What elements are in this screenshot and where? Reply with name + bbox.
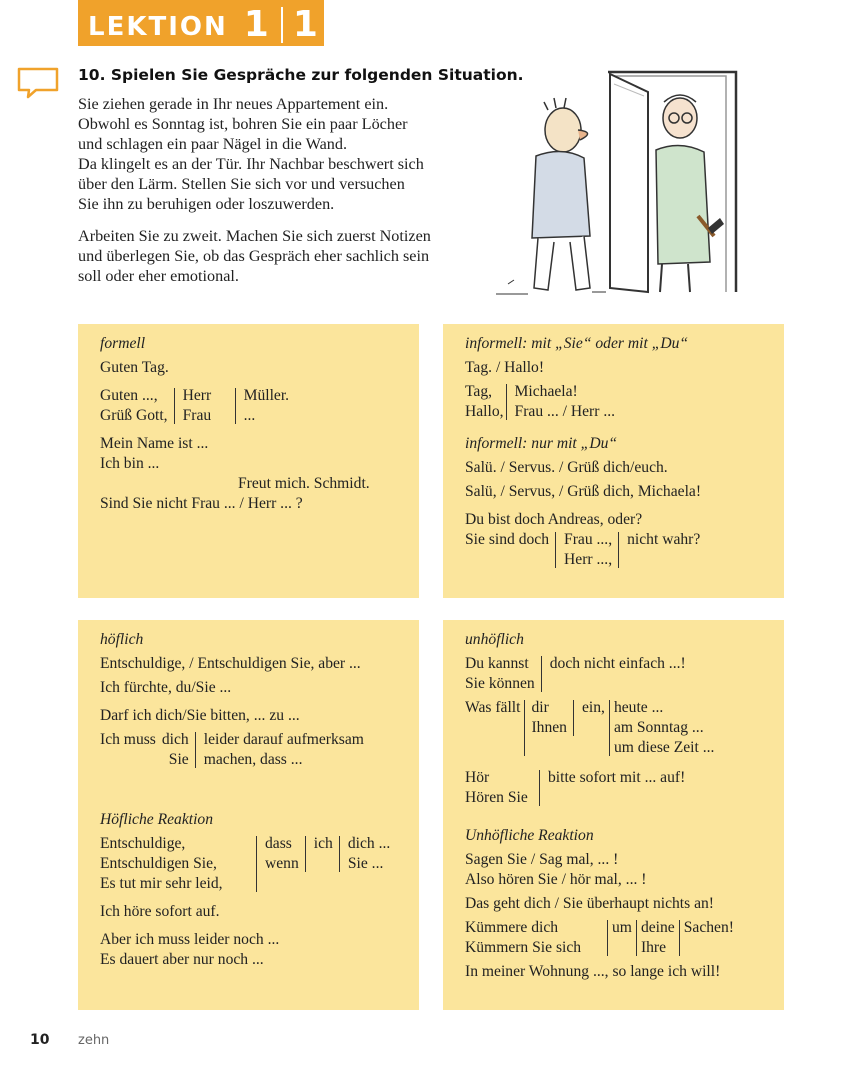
page-number-word: zehn <box>78 1033 110 1048</box>
option-divider <box>256 836 257 892</box>
phrase-part: Was fällt <box>465 699 521 716</box>
phrase-part: deine <box>640 919 675 936</box>
phrase-part: am Sonntag ... <box>613 719 704 736</box>
phrase-part: Du kannst <box>465 655 529 672</box>
phrase: Du bist doch Andreas, oder? <box>465 511 643 528</box>
phrase-part: ich <box>313 835 333 852</box>
box-subtitle: informell: nur mit „Du“ <box>465 435 618 452</box>
box-title: informell: mit „Sie“ oder mit „Du“ <box>465 335 689 352</box>
lektion-header <box>78 0 324 46</box>
option-divider <box>555 532 556 568</box>
phrase-part: Sie können <box>465 675 535 692</box>
lektion-divider <box>281 7 283 43</box>
box-hoeflich <box>78 620 419 1010</box>
option-divider <box>679 920 680 956</box>
phrase-group <box>100 386 419 426</box>
phrase-part: Ich muss <box>100 731 156 748</box>
phrase-part: Sachen! <box>683 919 734 936</box>
phrase-group <box>465 382 784 422</box>
text-line: und überlegen Sie, ob das Gespräch eher sachlich sein <box>78 247 430 265</box>
phrase-part: Frau ..., <box>564 531 613 548</box>
box-formell <box>78 324 419 598</box>
phrase-part: dass <box>265 835 292 852</box>
phrase-part: Kümmere dich <box>465 919 559 936</box>
phrase-part: ... <box>243 407 256 424</box>
phrase-group <box>465 918 784 958</box>
phrase: Aber ich muss leider noch ... <box>100 931 280 948</box>
phrase: Freut mich. Schmidt. <box>238 475 370 492</box>
option-divider <box>607 920 608 956</box>
phrase: Ich fürchte, du/Sie ... <box>100 679 232 696</box>
text-line: und schlagen ein paar Nägel in die Wand. <box>78 135 347 153</box>
lektion-number-right: 1 <box>292 4 318 45</box>
phrase-group <box>100 730 419 770</box>
option-divider <box>195 732 196 768</box>
phrase-part: wenn <box>265 855 299 872</box>
phrase-part: Sie <box>168 751 189 768</box>
option-divider <box>609 700 610 756</box>
text-line: Sie ziehen gerade in Ihr neues Appartement ein. <box>78 95 389 113</box>
phrase-group <box>465 654 784 694</box>
phrase: Also hören Sie / hör mal, ... ! <box>465 871 647 888</box>
option-divider <box>618 532 619 568</box>
task-text <box>78 94 478 298</box>
phrase-part: bitte sofort mit ... auf! <box>548 769 686 786</box>
phrase-part: dich ... <box>347 835 391 852</box>
option-divider <box>339 836 340 872</box>
phrase: Entschuldige, / Entschuldigen Sie, aber ... <box>100 655 361 672</box>
option-divider <box>573 700 574 736</box>
phrase-part: machen, dass ... <box>203 751 303 768</box>
text-line: Arbeiten Sie zu zweit. Machen Sie sich zuerst Notizen <box>78 227 431 245</box>
phrase-part: Ihre <box>640 939 667 956</box>
box-title: unhöflich <box>465 631 524 648</box>
phrase-part: Hör <box>465 769 490 786</box>
phrase-part: Es tut mir sehr leid, <box>100 875 223 892</box>
lektion-number-left: 1 <box>243 4 269 45</box>
phrase-part: Hören Sie <box>465 789 528 806</box>
option-divider <box>524 700 525 756</box>
phrase-part: dir <box>531 699 549 716</box>
phrase: Sind Sie nicht Frau ... / Herr ... ? <box>100 495 303 512</box>
phrase-part: ein, <box>581 699 605 716</box>
option-divider <box>305 836 306 872</box>
phrase-part: heute ... <box>613 699 664 716</box>
phrase-part: Ihnen <box>531 719 567 736</box>
box-unhoeflich <box>443 620 784 1010</box>
phrase-part: Herr <box>182 387 212 404</box>
phrase: In meiner Wohnung ..., so lange ich will! <box>465 963 721 980</box>
box-informell <box>443 324 784 598</box>
phrase: Salü. / Servus. / Grüß dich/euch. <box>465 459 668 476</box>
box-subtitle: Höfliche Reaktion <box>100 811 214 828</box>
phrase-part: Sie sind doch <box>465 531 550 548</box>
phrase: Es dauert aber nur noch ... <box>100 951 264 968</box>
phrase-part: dich <box>161 731 189 748</box>
phrase-part: Frau ... / Herr ... <box>514 403 616 420</box>
phrase: Mein Name ist ... <box>100 435 209 452</box>
box-subtitle: Unhöfliche Reaktion <box>465 827 594 844</box>
phrase-part: Sie ... <box>347 855 384 872</box>
text-line: Sie ihn zu beruhigen oder loszuwerden. <box>78 195 335 213</box>
phrase-part: um <box>612 919 632 936</box>
phrase-part: Frau <box>182 407 212 424</box>
neighbor-cartoon-illustration <box>488 66 758 302</box>
phrase-part: um diese Zeit ... <box>613 739 715 756</box>
option-divider <box>174 388 175 424</box>
phrase: Guten Tag. <box>100 359 169 376</box>
speech-bubble-icon <box>16 66 60 100</box>
phrase-part: Entschuldigen Sie, <box>100 855 217 872</box>
phrase-part: Entschuldige, <box>100 835 186 852</box>
phrase-group <box>100 834 419 894</box>
phrase-part: Kümmern Sie sich <box>465 939 582 956</box>
phrase-part: leider darauf aufmerksam <box>203 731 364 748</box>
option-divider <box>235 388 236 424</box>
phrase-part: Grüß Gott, <box>100 407 168 424</box>
phrase-part: Herr ..., <box>564 551 613 568</box>
task-title: 10. Spielen Sie Gespräche zur folgenden Situation. <box>78 66 524 84</box>
phrase: Tag. / Hallo! <box>465 359 545 376</box>
phrase-group <box>465 768 784 808</box>
page-number: 10 <box>30 1032 50 1048</box>
phrase-part: Hallo, <box>465 403 504 420</box>
phrase-part: doch nicht einfach ...! <box>549 655 686 672</box>
phrase-part: Müller. <box>243 387 290 404</box>
phrase: Ich bin ... <box>100 455 160 472</box>
phrase-part: Guten ..., <box>100 387 158 404</box>
text-line: Da klingelt es an der Tür. Ihr Nachbar beschwert sich <box>78 155 424 173</box>
option-divider <box>541 656 542 692</box>
phrase: Darf ich dich/Sie bitten, ... zu ... <box>100 707 300 724</box>
phrase-part: Tag, <box>465 383 493 400</box>
lektion-label: LEKTION <box>88 12 228 42</box>
phrase-group <box>465 530 784 570</box>
phrase: Das geht dich / Sie überhaupt nichts an! <box>465 895 715 912</box>
phrase-part: nicht wahr? <box>627 531 701 548</box>
text-line: Obwohl es Sonntag ist, bohren Sie ein paar Löcher <box>78 115 408 133</box>
phrase: Sagen Sie / Sag mal, ... ! <box>465 851 619 868</box>
phrase: Salü, / Servus, / Grüß dich, Michaela! <box>465 483 702 500</box>
option-divider <box>539 770 540 806</box>
phrase-part: Michaela! <box>514 383 578 400</box>
box-title: formell <box>100 335 146 352</box>
option-divider <box>506 384 507 420</box>
phrase-group <box>465 698 784 758</box>
text-line: soll oder eher emotional. <box>78 267 239 285</box>
phrase: Ich höre sofort auf. <box>100 903 220 920</box>
text-line: über den Lärm. Stellen Sie sich vor und versuchen <box>78 175 405 193</box>
option-divider <box>636 920 637 956</box>
box-title: höflich <box>100 631 144 648</box>
